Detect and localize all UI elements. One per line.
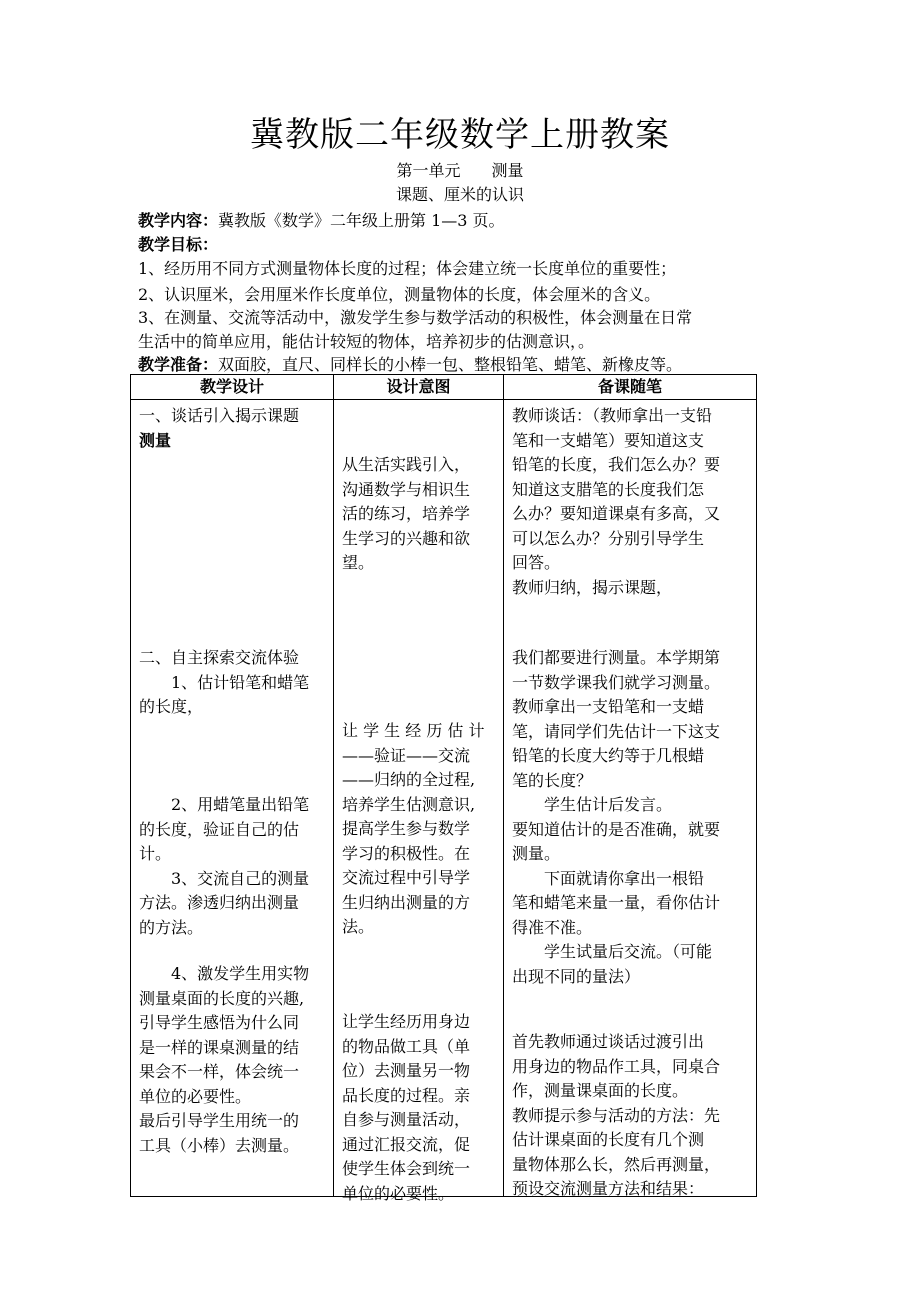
notes-line: 得准不准。 xyxy=(512,917,593,937)
teaching-content xyxy=(138,209,788,232)
notes-line: 教师提示参与活动的方法：先 xyxy=(512,1105,721,1125)
design-line: 的长度，验证自己的估 xyxy=(139,819,300,839)
design-line: 1、估计铅笔和蜡笔 xyxy=(139,672,310,692)
intent-line: 自参与测量活动， xyxy=(342,1110,471,1129)
notes-line: 铅笔的长度大约等于几根蜡 xyxy=(512,746,705,765)
notes-line: 量物体那么长，然后再测量， xyxy=(512,1154,721,1174)
notes-line: 铅笔的长度，我们怎么办？要 xyxy=(512,455,721,474)
intent-text xyxy=(342,719,497,940)
header-design: 教学设计 xyxy=(131,375,334,400)
design-line: 果会不一样，体会统一 xyxy=(139,1062,300,1081)
notes-line: 可以怎么办？分别引导学生 xyxy=(512,528,705,548)
intent-line: 培养学生估测意识, xyxy=(342,794,476,814)
notes-line: 一节数学课我们就学习测量。 xyxy=(512,672,721,692)
design-line: 最后引导学生用统一的 xyxy=(139,1111,300,1130)
notes-line: 教师谈话：（教师拿出一支铅 xyxy=(512,406,713,425)
intent-line: 品长度的过程。亲 xyxy=(342,1085,471,1105)
notes-line: 估计课桌面的长度有几个测 xyxy=(512,1130,705,1149)
intent-line: 生学习的兴趣和欲 xyxy=(342,528,471,548)
notes-line: 笔的长度？ xyxy=(512,770,593,790)
intent-line: 沟通数学与相识生 xyxy=(342,479,471,499)
intent-text xyxy=(342,453,497,576)
design-text xyxy=(139,962,327,1158)
preparation-text: 双面胶，直尺、同样长的小棒一包、整根铅笔、蜡笔、新橡皮等。 xyxy=(218,355,683,374)
intent-line: 法。 xyxy=(342,917,375,936)
lesson-heading: 课题、厘米的认识 xyxy=(395,185,524,204)
notes-line: 学生试量后交流。（可能 xyxy=(512,942,713,961)
design-line: 是一样的课桌测量的结 xyxy=(139,1037,300,1057)
teaching-preparation xyxy=(138,353,788,376)
unit-heading: 第一单元 测量 xyxy=(396,161,524,180)
intent-text xyxy=(342,1010,497,1206)
intent-line: 生归纳出测量的方 xyxy=(342,892,471,912)
design-line: 方法。渗透归纳出测量 xyxy=(139,893,300,912)
objective-3-line1: 3、在测量、交流等活动中，激发学生参与数学活动的积极性，体会测量在日常 xyxy=(138,308,693,327)
design-text xyxy=(139,646,327,720)
design-line: 3、交流自己的测量 xyxy=(139,868,310,888)
objective-3-line2: 生活中的简单应用，能估计较短的物体，培养初步的估测意识，。 xyxy=(138,332,595,351)
design-text xyxy=(139,793,327,940)
header-notes: 备课随笔 xyxy=(504,375,757,400)
teaching-content-label: 教学内容： xyxy=(138,211,219,230)
notes-line: 学生估计后发言。 xyxy=(512,795,673,814)
intent-line: 单位的必要性。 xyxy=(342,1183,455,1203)
objectives-label xyxy=(138,233,788,256)
design-line: 工具（小棒）去测量。 xyxy=(139,1135,300,1155)
intent-line: 学习的积极性。在 xyxy=(342,843,471,863)
intent-line: 提高学生参与数学 xyxy=(342,819,471,838)
design-line: 的长度， xyxy=(139,697,204,716)
notes-line: 作，测量课桌面的长度。 xyxy=(512,1081,689,1100)
table-body-row xyxy=(131,400,757,1197)
intent-line: 通过汇报交流，促 xyxy=(342,1134,471,1154)
intent-line: 让 学 生 经 历 估 计 xyxy=(342,721,485,740)
notes-line: 知道这支腊笔的长度我们怎 xyxy=(512,479,705,499)
design-line: 单位的必要性。 xyxy=(139,1086,252,1106)
lesson-plan-table xyxy=(130,374,757,1203)
intent-line: 使学生体会到统一 xyxy=(342,1159,471,1178)
notes-line: 教师归纳，揭示课题， xyxy=(512,577,673,597)
design-line: 4、激发学生用实物 xyxy=(139,964,310,983)
header-intent: 设计意图 xyxy=(334,375,504,400)
design-line: 测量 xyxy=(139,430,172,450)
intent-line: 从生活实践引入， xyxy=(342,455,471,474)
intent-line: 位）去测量另一物 xyxy=(342,1061,471,1080)
intent-line: 让学生经历用身边 xyxy=(342,1012,471,1031)
notes-text xyxy=(512,646,750,989)
intent-line: ——归纳的全过程, xyxy=(342,770,476,789)
design-line: 测量桌面的长度的兴趣, xyxy=(139,988,305,1008)
notes-line: 测量。 xyxy=(512,844,561,863)
notes-line: 笔和蜡笔来量一量，看你估计 xyxy=(512,893,721,912)
notes-line: 用身边的物品作工具，同桌合 xyxy=(512,1056,721,1076)
design-text xyxy=(139,404,327,453)
notes-line: 笔和一支蜡笔）要知道这支 xyxy=(512,430,705,450)
objective-1: 1、经历用不同方式测量物体长度的过程；体会建立统一长度单位的重要性； xyxy=(138,259,677,278)
design-line: 的方法。 xyxy=(139,917,204,937)
notes-line: 预设交流测量方法和结果： xyxy=(512,1179,705,1198)
objective-2: 2、认识厘米，会用厘米作长度单位，测量物体的长度，体会厘米的含义。 xyxy=(138,285,661,304)
design-column xyxy=(131,400,334,1197)
notes-line: 首先教师通过谈话过渡引出 xyxy=(512,1032,705,1051)
notes-line: 下面就请你拿出一根铅 xyxy=(512,868,705,888)
objectives-label-text: 教学目标： xyxy=(138,235,219,254)
notes-text xyxy=(512,1030,750,1202)
notes-line: 教师拿出一支铅笔和一支蜡 xyxy=(512,697,705,716)
intent-line: 望。 xyxy=(342,553,375,572)
preparation-label: 教学准备： xyxy=(138,355,219,374)
notes-text xyxy=(512,404,750,600)
teaching-content-text: 冀教版《数学》二年级上册第 1—3 页。 xyxy=(218,211,505,230)
intent-column xyxy=(334,400,504,1203)
intent-line: 交流过程中引导学 xyxy=(342,868,471,887)
notes-line: 我们都要进行测量。本学期第 xyxy=(512,648,721,667)
notes-line: 笔，请同学们先估计一下这支 xyxy=(512,721,721,741)
notes-line: 么办？要知道课桌有多高，又 xyxy=(512,504,721,523)
notes-line: 回答。 xyxy=(512,553,561,572)
intent-line: ——验证——交流 xyxy=(342,745,471,765)
intent-line: 活的练习，培养学 xyxy=(342,504,471,523)
design-line: 一、谈话引入揭示课题 xyxy=(139,406,300,425)
design-line: 计。 xyxy=(139,844,172,863)
notes-line: 要知道估计的是否准确，就要 xyxy=(512,819,721,839)
intent-line: 的物品做工具（单 xyxy=(342,1036,471,1056)
document-title: 冀教版二年级数学上册教案 xyxy=(250,115,670,155)
design-line: 2、用蜡笔量出铅笔 xyxy=(139,795,310,814)
design-line: 二、自主探索交流体验 xyxy=(139,648,300,667)
notes-line: 出现不同的量法） xyxy=(512,966,641,986)
table-header-row xyxy=(131,375,757,400)
notes-column xyxy=(504,400,757,1197)
design-line: 引导学生感悟为什么同 xyxy=(139,1013,300,1032)
